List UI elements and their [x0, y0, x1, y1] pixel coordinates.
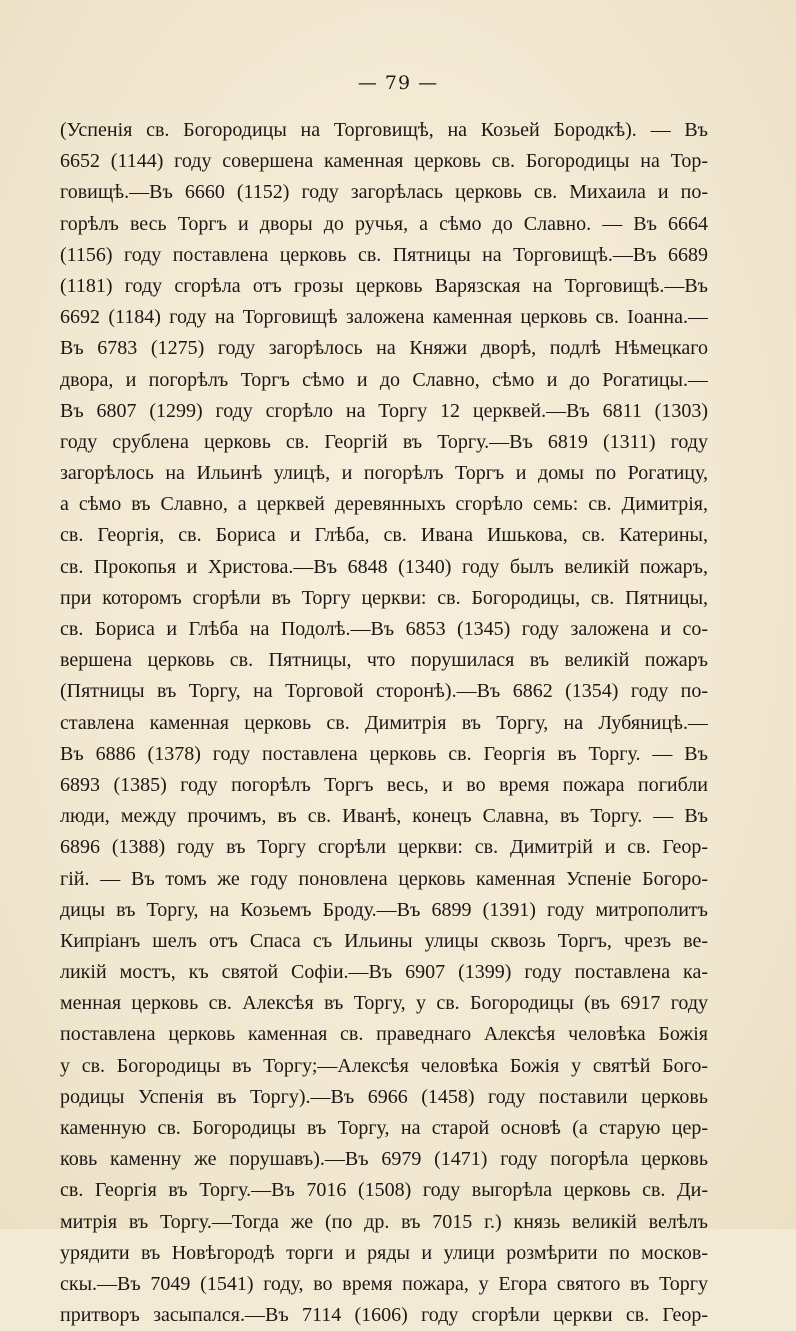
text-line: (Пятницы въ Торгу, на Торговой сторонѣ).—Въ 6862 (1354) году по- [60, 680, 708, 703]
text-line: (1156) году поставлена церковь св. Пятницы на Торговищѣ.—Въ 6689 [60, 243, 708, 266]
text-line: а сѣмо въ Славно, а церквей деревянныхъ сгорѣло семь: св. Димитрія, [60, 493, 708, 516]
text-line: 6896 (1388) году въ Торгу сгорѣли церкви: св. Димитрій и св. Геор- [60, 836, 708, 859]
text-line: Кипріанъ шелъ отъ Спаса съ Ильины улицы сквозь Торгъ, чрезъ ве- [60, 929, 708, 952]
text-line: (Успенія св. Богородицы на Торговищѣ, на Козьей Бородкѣ). — Въ [60, 119, 708, 141]
text-line: Въ 6807 (1299) году сгорѣло на Торгу 12 церквей.—Въ 6811 (1303) [60, 399, 708, 422]
text-line: у св. Богородицы въ Торгу;—Алексѣя человѣка Божія у святѣй Бого- [60, 1054, 708, 1077]
text-line: митрія въ Торгу.—Тогда же (по др. въ 7015 г.) князь великій велѣлъ [60, 1210, 708, 1233]
text-line: Въ 6783 (1275) году загорѣлось на Княжи дворѣ, подлѣ Нѣмецкаго [60, 337, 708, 360]
text-line: люди, между прочимъ, въ св. Иванѣ, конецъ Славна, въ Торгу. — Въ [60, 805, 708, 828]
text-line: вершена церковь св. Пятницы, что порушилася въ великій пожаръ [60, 649, 708, 672]
text-line: гій. — Въ томъ же году поновлена церковь каменная Успеніе Богоро- [60, 867, 708, 890]
text-line: 6893 (1385) году погорѣлъ Торгъ весь, и во время пожара погибли [60, 773, 708, 796]
text-line: св. Георгія, св. Бориса и Глѣба, св. Ивана Ишькова, св. Катерины, [60, 524, 708, 547]
text-line: дицы въ Торгу, на Козьемъ Броду.—Въ 6899 (1391) году митрополитъ [60, 898, 708, 921]
body-text [60, 115, 708, 1331]
text-line: году срублена церковь св. Георгій въ Торгу.—Въ 6819 (1311) году [60, 430, 708, 453]
text-line: св. Бориса и Глѣба на Подолѣ.—Въ 6853 (1345) году заложена и со- [60, 618, 708, 640]
text-line: (1181) году сгорѣла отъ грозы церковь Варязская на Торговищѣ.—Въ [60, 274, 708, 297]
text-line: св. Прокопья и Христова.—Въ 6848 (1340) году былъ великій пожаръ, [60, 555, 708, 578]
text-line: каменную св. Богородицы въ Торгу, на старой основѣ (а старую цер- [60, 1117, 708, 1139]
text-line: поставлена церковь каменная св. праведнаго Алексѣя человѣка Божія [60, 1023, 708, 1046]
text-line: урядити въ Новѣгородѣ торги и ряды и улици розмѣрити по москов- [60, 1241, 708, 1264]
text-line: родицы Успенія въ Торгу).—Въ 6966 (1458) году поставили церковь [60, 1085, 708, 1108]
text-line: при которомъ сгорѣли въ Торгу церкви: св. Богородицы, св. Пятницы, [60, 586, 708, 609]
text-line: ставлена каменная церковь св. Димитрія въ Торгу, на Лубяницѣ.— [60, 711, 708, 734]
page-number: — 79 — [357, 72, 439, 94]
text-line: менная церковь св. Алексѣя въ Торгу, у св. Богородицы (въ 6917 году [60, 992, 708, 1015]
text-line: говищѣ.—Въ 6660 (1152) году загорѣлась церковь св. Михаила и по- [60, 181, 708, 204]
text-line: горѣлъ весь Торгъ и дворы до ручья, а сѣмо до Славно. — Въ 6664 [60, 212, 708, 235]
text-line: скы.—Въ 7049 (1541) году, во время пожара, у Егора святого въ Торгу [60, 1272, 708, 1295]
text-line: ликій мостъ, къ святой Софіи.—Въ 6907 (1399) году поставлена ка- [60, 961, 708, 984]
text-line: загорѣлось на Ильинѣ улицѣ, и погорѣлъ Торгъ и домы по Рогатицу, [60, 462, 708, 485]
text-line: Въ 6886 (1378) году поставлена церковь св. Георгія въ Торгу. — Въ [60, 742, 708, 765]
text-line: ковь каменну же порушавъ).—Въ 6979 (1471) году погорѣла церковь [60, 1148, 708, 1171]
text-line: 6692 (1184) году на Торговищѣ заложена каменная церковь св. Іоанна.— [60, 306, 708, 329]
text-line: св. Георгія въ Торгу.—Въ 7016 (1508) году выгорѣла церковь св. Ди- [60, 1179, 708, 1202]
text-line: 6652 (1144) году совершена каменная церковь св. Богородицы на Тор- [60, 150, 708, 173]
text-line: притворъ засыпался.—Въ 7114 (1606) году сгорѣли церкви св. Геор- [60, 1304, 708, 1327]
text-line: двора, и погорѣлъ Торгъ сѣмо и до Славно, сѣмо и до Рогатицы.— [60, 368, 708, 391]
